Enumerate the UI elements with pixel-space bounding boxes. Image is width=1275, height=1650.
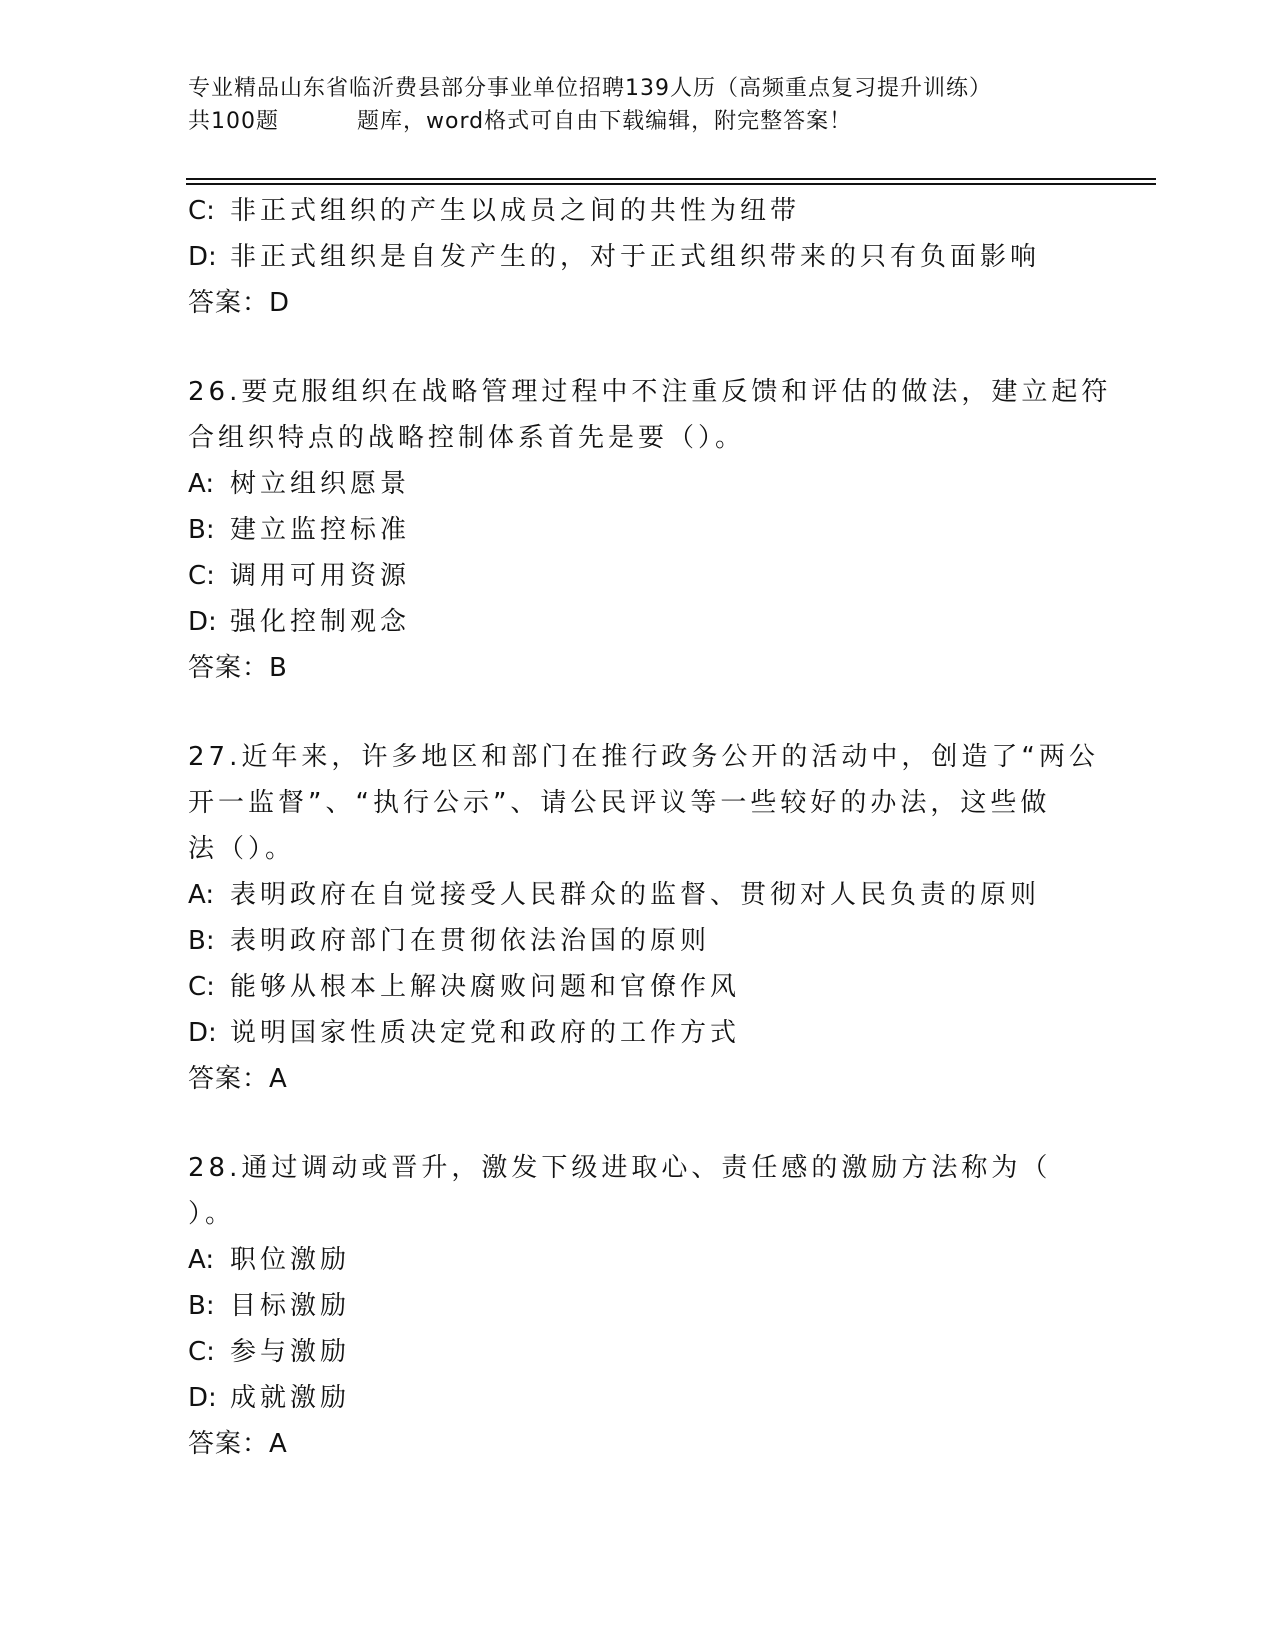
option-line — [188, 234, 1108, 280]
question-content — [188, 188, 1112, 1467]
header-description: 题库，word格式可自由下载编辑，附完整答案！ — [357, 109, 853, 134]
option-line — [188, 507, 1108, 553]
question-stem-line: ）。 — [188, 1199, 236, 1229]
option-line — [188, 599, 1108, 645]
answer-line: 答案：B — [188, 653, 288, 683]
option-line — [188, 1329, 1108, 1375]
option-key: A: — [188, 469, 215, 499]
option-line — [188, 1010, 1108, 1056]
option-text: 参与激励 — [230, 1337, 351, 1367]
option-line — [188, 872, 1108, 918]
option-key: C: — [188, 972, 215, 1002]
option-key: C: — [188, 196, 215, 226]
option-text: 建立监控标准 — [230, 515, 411, 545]
question-stem-line: 开一监督”、“执行公示”、请公民评议等一些较好的办法，这些做 — [188, 788, 1051, 818]
question-stem-line: 28.通过调动或晋升，激发下级进取心、责任感的激励方法称为（ — [188, 1153, 1052, 1183]
option-line — [188, 1375, 1108, 1421]
option-text: 目标激励 — [230, 1291, 351, 1321]
option-text: 表明政府部门在贯彻依法治国的原则 — [230, 926, 711, 956]
option-text: 能够从根本上解决腐败问题和官僚作风 — [230, 972, 741, 1002]
option-line — [188, 553, 1108, 599]
option-text: 非正式组织是自发产生的，对于正式组织带来的只有负面影响 — [230, 242, 1041, 272]
option-text: 强化控制观念 — [230, 607, 411, 637]
option-key: C: — [188, 561, 215, 591]
answer-line: 答案：D — [188, 288, 291, 318]
question-block-prev — [188, 188, 1108, 326]
option-text: 非正式组织的产生以成员之间的共性为纽带 — [230, 196, 801, 226]
question-stem-line: 合组织特点的战略控制体系首先是要（）。 — [188, 423, 746, 453]
option-line — [188, 918, 1108, 964]
option-key: D: — [188, 242, 217, 272]
question-block-28 — [188, 1145, 1108, 1467]
header-question-count: 共100题 — [188, 109, 279, 134]
question-stem-line: 26.要克服组织在战略管理过程中不注重反馈和评估的做法，建立起符 — [188, 377, 1112, 407]
question-stem-line: 27.近年来，许多地区和部门在推行政务公开的活动中，创造了“两公 — [188, 742, 1099, 772]
header-divider-top — [186, 178, 1156, 180]
option-key: D: — [188, 1018, 217, 1048]
option-line — [188, 964, 1108, 1010]
answer-line: 答案：A — [188, 1429, 288, 1459]
option-text: 树立组织愿景 — [230, 469, 411, 499]
header-divider-bottom — [186, 183, 1156, 185]
option-text: 说明国家性质决定党和政府的工作方式 — [230, 1018, 741, 1048]
answer-line: 答案：A — [188, 1064, 288, 1094]
option-key: A: — [188, 880, 215, 910]
option-text: 职位激励 — [230, 1245, 351, 1275]
option-text: 表明政府在自觉接受人民群众的监督、贯彻对人民负责的原则 — [230, 880, 1041, 910]
option-key: D: — [188, 1383, 217, 1413]
option-line — [188, 1237, 1108, 1283]
question-block-26 — [188, 369, 1112, 691]
question-stem-line: 法（）。 — [188, 834, 296, 864]
option-key: B: — [188, 926, 215, 956]
option-line — [188, 188, 1108, 234]
option-key: D: — [188, 607, 217, 637]
option-text: 成就激励 — [230, 1383, 351, 1413]
header-title-line: 专业精品山东省临沂费县部分事业单位招聘139人历（高频重点复习提升训练） — [188, 76, 992, 101]
document-header — [188, 72, 1088, 138]
option-text: 调用可用资源 — [230, 561, 411, 591]
question-block-27 — [188, 734, 1108, 1102]
option-key: B: — [188, 515, 215, 545]
option-key: C: — [188, 1337, 215, 1367]
option-line — [188, 1283, 1108, 1329]
option-key: A: — [188, 1245, 215, 1275]
option-key: B: — [188, 1291, 215, 1321]
header-subtitle-line — [188, 105, 1088, 138]
option-line — [188, 461, 1108, 507]
